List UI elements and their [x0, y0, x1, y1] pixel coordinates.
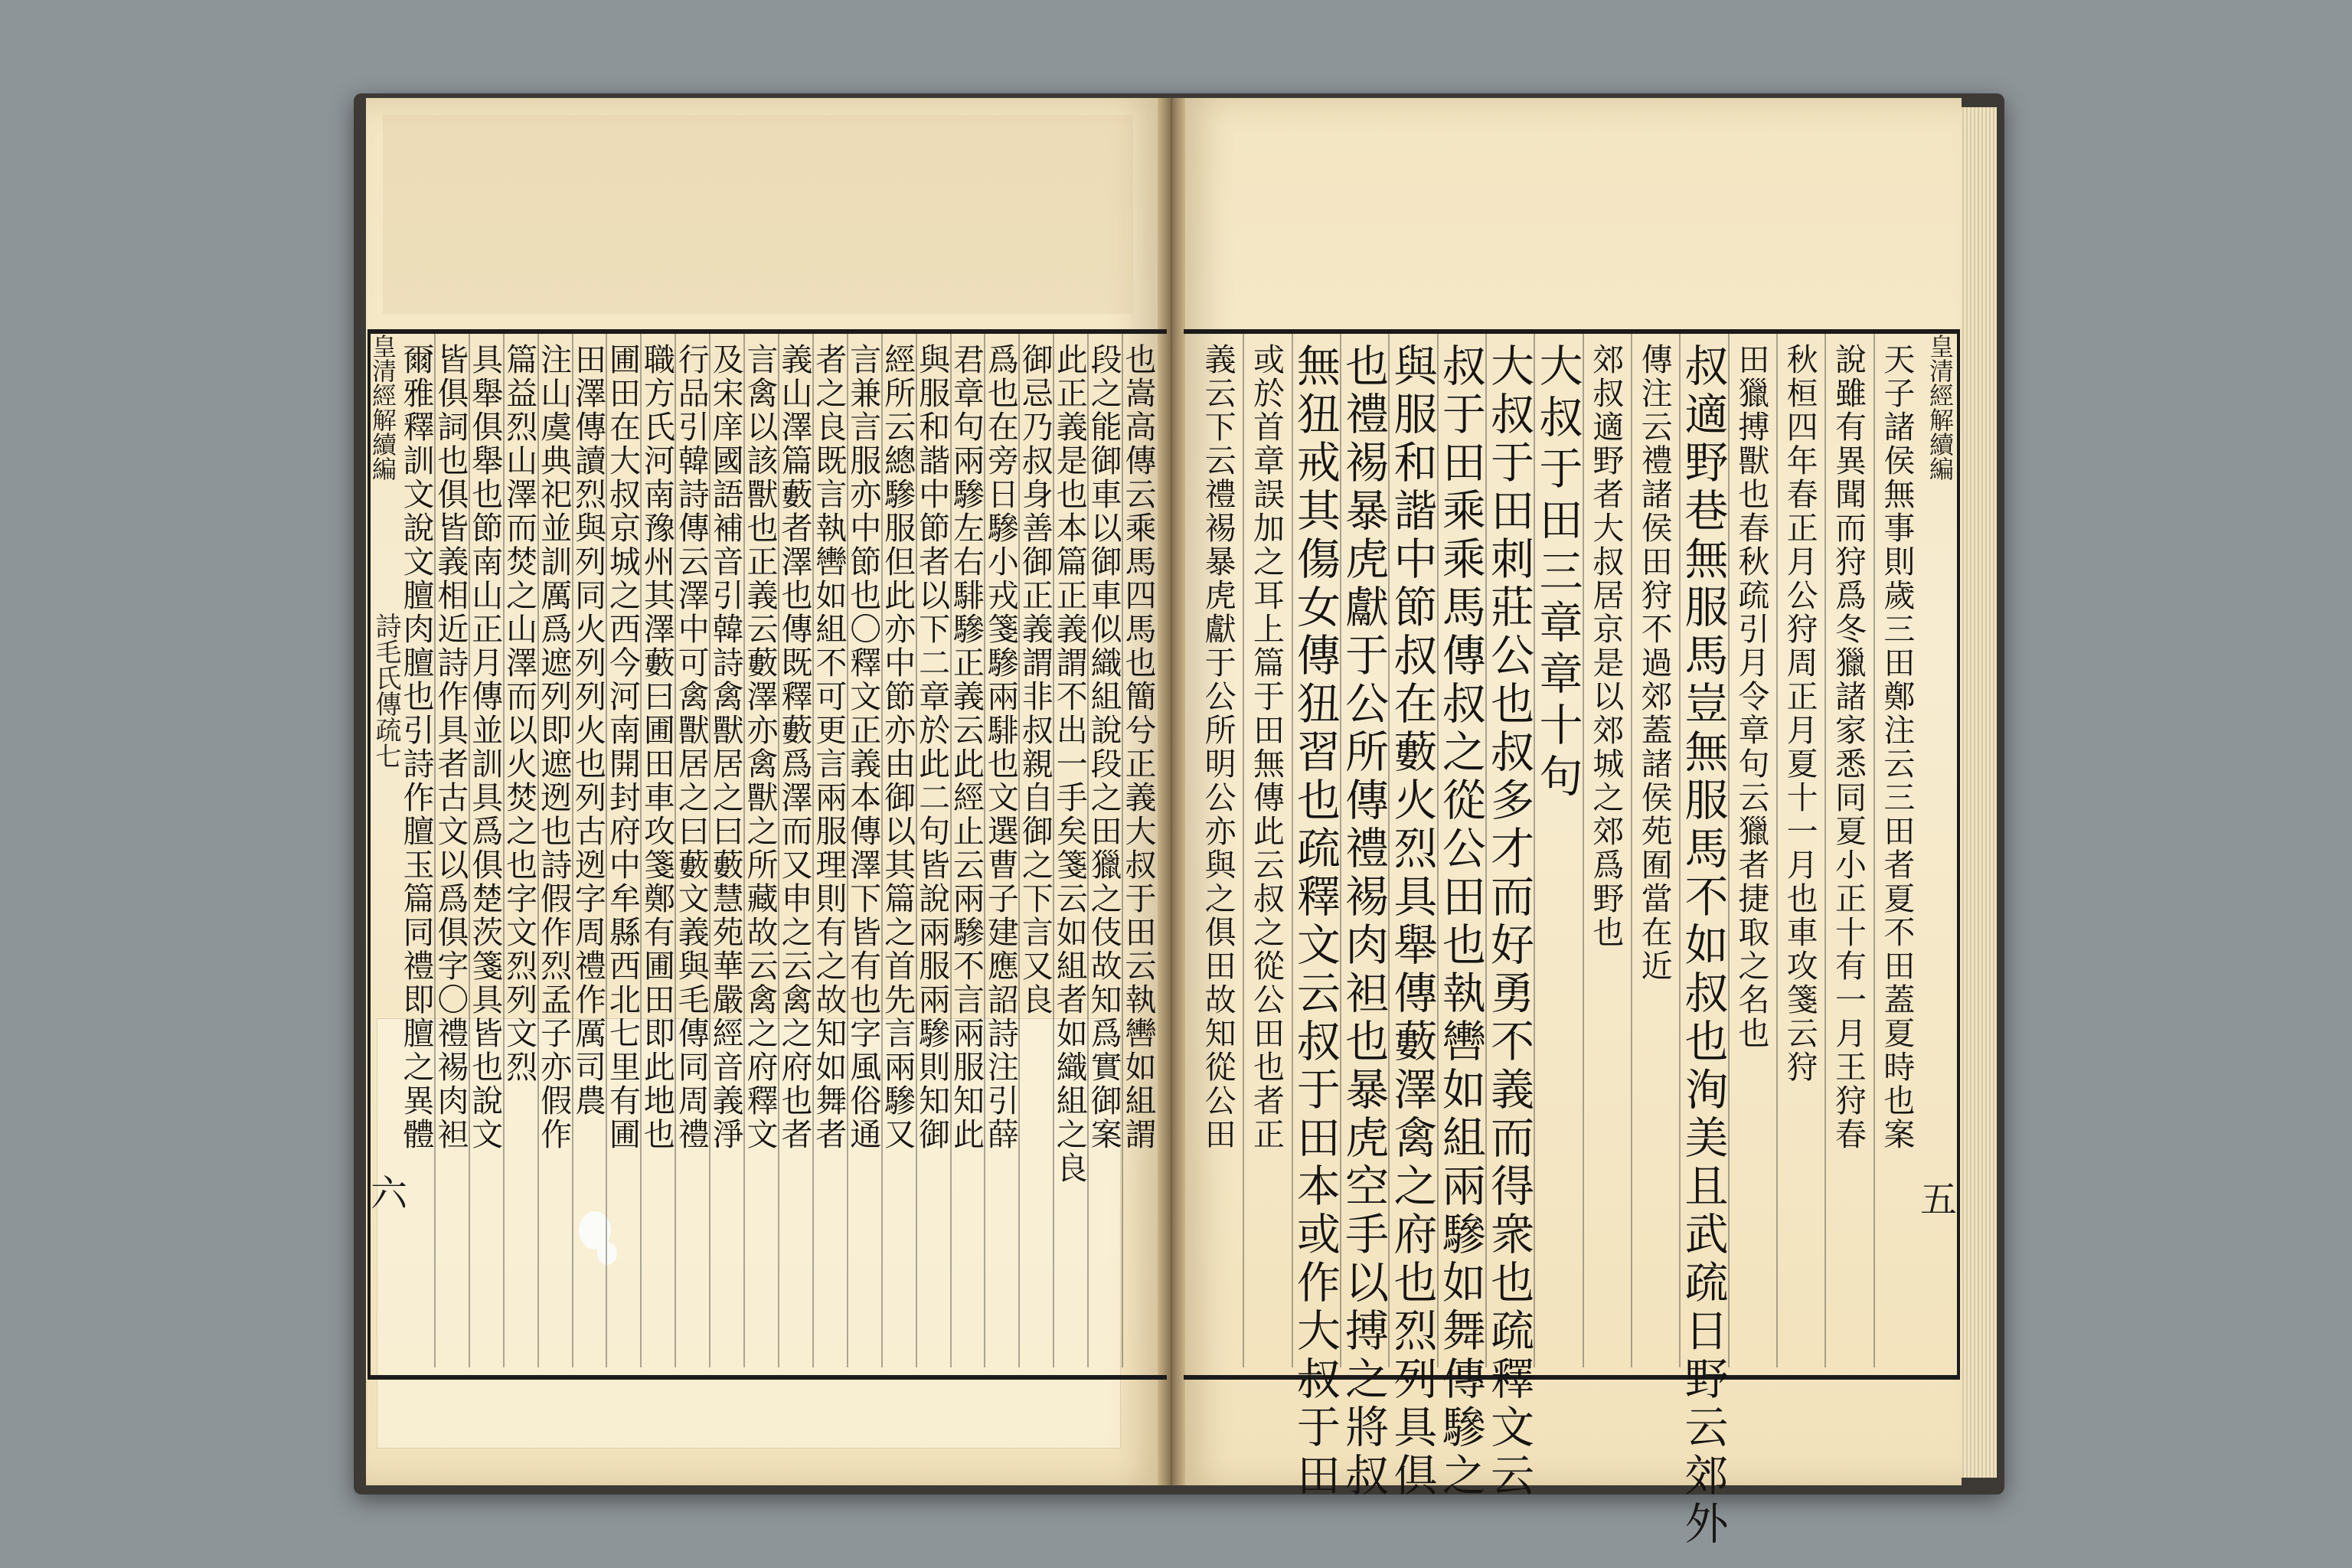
text-column: 職方氏河南豫州其澤藪曰圃田車攻箋鄭有圃田即此地也	[638, 343, 675, 1152]
text-column: 與服和諧中節叔在藪火烈具舉傳藪澤禽之府也烈列具俱	[1387, 343, 1437, 1501]
column-rule	[881, 334, 883, 1367]
text-column: 言禽以該獸也正義云藪澤亦禽獸之所藏故云禽之府釋文	[741, 343, 779, 1152]
text-column: 皆俱詞也俱皆義相近詩作具者古文以爲俱字〇禮裼肉袒	[432, 343, 469, 1152]
column-rule	[1873, 334, 1875, 1367]
text-column: 田澤傳讀烈與列同火列列火也列古迾字周禮作厲司農	[570, 343, 606, 1118]
text-column: 及宋庠國語補音引韓詩禽獸居之曰藪慧苑華嚴經音義淨	[707, 343, 744, 1152]
text-column: 言兼言服亦中節也〇釋文正義本傳澤下皆有也字風俗通	[844, 343, 882, 1152]
text-column: 叔適野巷無服馬豈無服馬不如叔也洵美且武疏日野云郊外	[1677, 343, 1728, 1549]
column-rule	[1776, 334, 1778, 1367]
text-column: 段之能御車以御車似織組說段之田獵之伎故知爲實御案	[1085, 343, 1122, 1152]
column-rule	[1485, 334, 1487, 1367]
text-column: 說雖有異聞而狩爲冬獵諸家悉同夏小正十有一月王狩春	[1830, 343, 1867, 1152]
column-rule	[812, 334, 814, 1367]
paper-stain	[383, 115, 1133, 314]
text-column: 者之良既言執轡如組不可更言兩服理則有之故知如舞者	[810, 343, 848, 1152]
text-column: 叔于田乘乘馬傳叔之從公田也執轡如組兩驂如舞傳驂之	[1435, 343, 1486, 1501]
text-column: 大叔于田刺莊公也叔多才而好勇不義而得衆也疏釋文云	[1483, 343, 1534, 1501]
column-rule	[1340, 334, 1341, 1367]
text-column: 行品引韓詩傳云澤中可禽獸居之曰藪文義與毛傳同周禮	[672, 343, 710, 1152]
left-volume-number: 六	[371, 1172, 408, 1215]
left-series-title: 皇清經解續編	[368, 334, 397, 481]
text-column: 爲也在旁日驂小戎箋驂兩騑也文選曹子建應詔詩注引薛	[982, 343, 1019, 1152]
text-column: 義山澤篇藪者澤也傳既釋藪爲澤而又申之云禽之府也者	[776, 343, 813, 1152]
text-column: 篇益烈山澤而焚之山澤而以火焚之也字文烈列文烈	[501, 343, 538, 1084]
column-rule	[1243, 334, 1244, 1367]
text-column: 天子諸侯無事則歲三田鄭注云三田者夏不田蓋夏時也案	[1878, 343, 1916, 1152]
column-rule	[847, 334, 848, 1367]
text-column: 此正義是也本篇正義謂不出一手矣箋云如組者如織組之良	[1050, 343, 1088, 1185]
text-column: 君章句兩驂左右騑驂正義云此經止云兩驂不言兩服知此	[948, 343, 985, 1152]
text-column: 與服和諧中節者以下二章於此二句皆說兩服兩驂則知御	[913, 343, 951, 1152]
text-column: 具舉俱舉也節南山正月傳並訓具爲俱楚茨箋具皆也說文	[466, 343, 504, 1152]
page-edges	[1960, 107, 1997, 1478]
text-column: 經所云總驂服但此亦中節亦由御以其篇之首先言兩驂又	[879, 343, 916, 1152]
text-column: 也嵩高傳云乘馬四馬也簡兮正義大叔于田云執轡如組謂	[1119, 343, 1157, 1152]
text-column: 爾雅釋訓文說文膻肉膻也引詩作膻玉篇同禮即膻之異體	[397, 343, 435, 1152]
text-column: 大叔于田三章章十句	[1532, 343, 1583, 805]
text-column: 義云下云禮裼暴虎獻于公所明公亦與之俱田故知從公田	[1199, 343, 1236, 1152]
column-rule	[1631, 334, 1632, 1367]
column-rule	[1292, 334, 1293, 1367]
text-column: 圃田在大叔京城之西今河南開封府中牟縣西北七里有圃	[603, 343, 641, 1152]
left-running-title: 詩毛氏傳疏七	[371, 612, 401, 769]
column-rule	[434, 334, 436, 1367]
text-column: 無狃戒其傷女傳狃習也疏釋文云叔于田本或作大叔于田	[1289, 343, 1341, 1501]
text-column: 或於首章誤加之耳上篇于田無傳此云叔之從公田也者正	[1248, 343, 1285, 1152]
text-column: 也禮裼暴虎獻于公所傳禮裼肉袒也暴虎空手以搏之將叔	[1338, 343, 1389, 1501]
column-rule	[1824, 334, 1826, 1367]
column-rule	[469, 334, 470, 1367]
text-column: 田獵搏獸也春秋疏引月令章句云獵者捷取之名也	[1733, 343, 1770, 1050]
right-volume-number: 五	[1920, 1178, 1958, 1221]
text-column: 秋桓四年春正月公狩周正月夏十一月也車攻箋云狩	[1781, 343, 1818, 1084]
right-series-title: 皇清經解續編	[1926, 334, 1955, 481]
text-column: 郊叔適野者大叔居京是以郊城之郊爲野也	[1587, 343, 1625, 949]
text-column: 御忌乃叔身善御正義謂非叔親自御之下言又良	[1016, 343, 1054, 1017]
column-rule	[1679, 334, 1681, 1367]
text-column: 注山虞典祀並訓厲爲遮列即遮迾也詩假作烈孟子亦假作	[535, 343, 573, 1152]
column-rule	[503, 334, 505, 1367]
text-column: 傳注云禮諸侯田狩不過郊蓋諸侯苑囿當在近	[1635, 343, 1673, 983]
